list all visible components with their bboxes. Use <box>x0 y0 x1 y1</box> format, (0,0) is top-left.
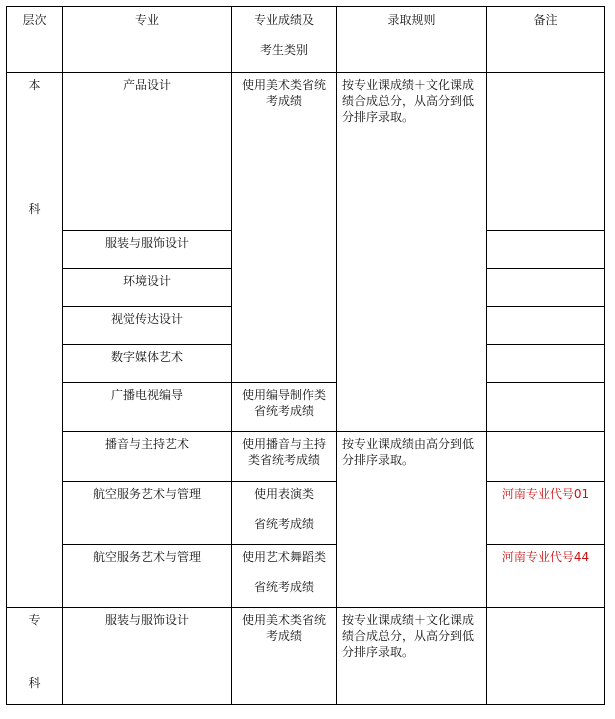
level-zhuanke: 专 <box>28 613 41 627</box>
score-cell: 考成绩 <box>265 94 302 108</box>
row-divider <box>487 544 604 545</box>
row-divider <box>487 268 604 269</box>
major-cell: 广播电视编导 <box>110 388 183 402</box>
score-cell: 使用美术类省统 <box>241 78 326 92</box>
row-divider <box>62 431 604 432</box>
col-rule <box>336 6 337 705</box>
rule-cell: 绩合成总分，从高分到低 <box>342 629 475 643</box>
level-benke: 科 <box>28 202 41 216</box>
row-divider <box>487 230 604 231</box>
row-divider <box>487 306 604 307</box>
major-cell: 航空服务艺术与管理 <box>92 487 201 501</box>
col-rule <box>6 6 7 705</box>
score-cell: 省统考成绩 <box>253 580 314 594</box>
rule-cell: 分排序录取。 <box>342 453 415 467</box>
major-cell: 服装与服饰设计 <box>104 236 189 250</box>
row-divider <box>487 382 604 383</box>
table-rule-top <box>6 6 604 7</box>
rule-cell: 按专业课成绩＋文化课成 <box>342 613 475 627</box>
score-cell: 使用美术类省统 <box>241 613 326 627</box>
note-cell: 河南专业代号01 <box>501 487 590 501</box>
major-cell: 服装与服饰设计 <box>104 613 189 627</box>
col-rule <box>604 6 605 705</box>
major-cell: 环境设计 <box>122 274 171 288</box>
col-rule <box>486 6 487 705</box>
row-divider <box>62 306 231 307</box>
score-cell: 使用播音与主持 <box>241 437 326 451</box>
header-score: 考生类别 <box>259 43 308 57</box>
table-rule-bottom <box>6 704 604 705</box>
col-rule <box>231 6 232 705</box>
note-cell: 河南专业代号44 <box>501 550 590 564</box>
header-score: 专业成绩及 <box>253 13 314 27</box>
major-cell: 播音与主持艺术 <box>104 437 189 451</box>
rule-cell: 按专业课成绩由高分到低 <box>342 437 475 451</box>
row-divider <box>487 344 604 345</box>
row-divider <box>62 344 231 345</box>
major-cell: 产品设计 <box>122 78 171 92</box>
rule-cell: 分排序录取。 <box>342 110 415 124</box>
score-cell: 考成绩 <box>265 629 302 643</box>
section-divider <box>6 607 604 608</box>
header-level: 层次 <box>22 13 47 27</box>
major-cell: 数字媒体艺术 <box>110 350 183 364</box>
score-cell: 使用表演类 <box>253 487 314 501</box>
table-rule-header <box>6 72 604 73</box>
row-divider <box>62 230 231 231</box>
score-cell: 使用艺术舞蹈类 <box>241 550 326 564</box>
row-divider <box>62 544 336 545</box>
header-rule: 录取规则 <box>387 13 436 27</box>
header-note: 备注 <box>533 13 558 27</box>
header-major: 专业 <box>134 13 159 27</box>
rule-cell: 按专业课成绩＋文化课成 <box>342 78 475 92</box>
rule-cell: 绩合成总分，从高分到低 <box>342 94 475 108</box>
level-benke: 本 <box>28 78 41 92</box>
row-divider <box>62 268 231 269</box>
major-cell: 航空服务艺术与管理 <box>92 550 201 564</box>
score-cell: 省统考成绩 <box>253 517 314 531</box>
major-cell: 视觉传达设计 <box>110 312 183 326</box>
row-divider <box>62 382 336 383</box>
level-zhuanke: 科 <box>28 676 41 690</box>
score-cell: 省统考成绩 <box>253 404 314 418</box>
row-divider <box>62 481 336 482</box>
rule-cell: 分排序录取。 <box>342 645 415 659</box>
score-cell: 使用编导制作类 <box>241 388 326 402</box>
row-divider <box>487 481 604 482</box>
score-cell: 类省统考成绩 <box>247 453 320 467</box>
